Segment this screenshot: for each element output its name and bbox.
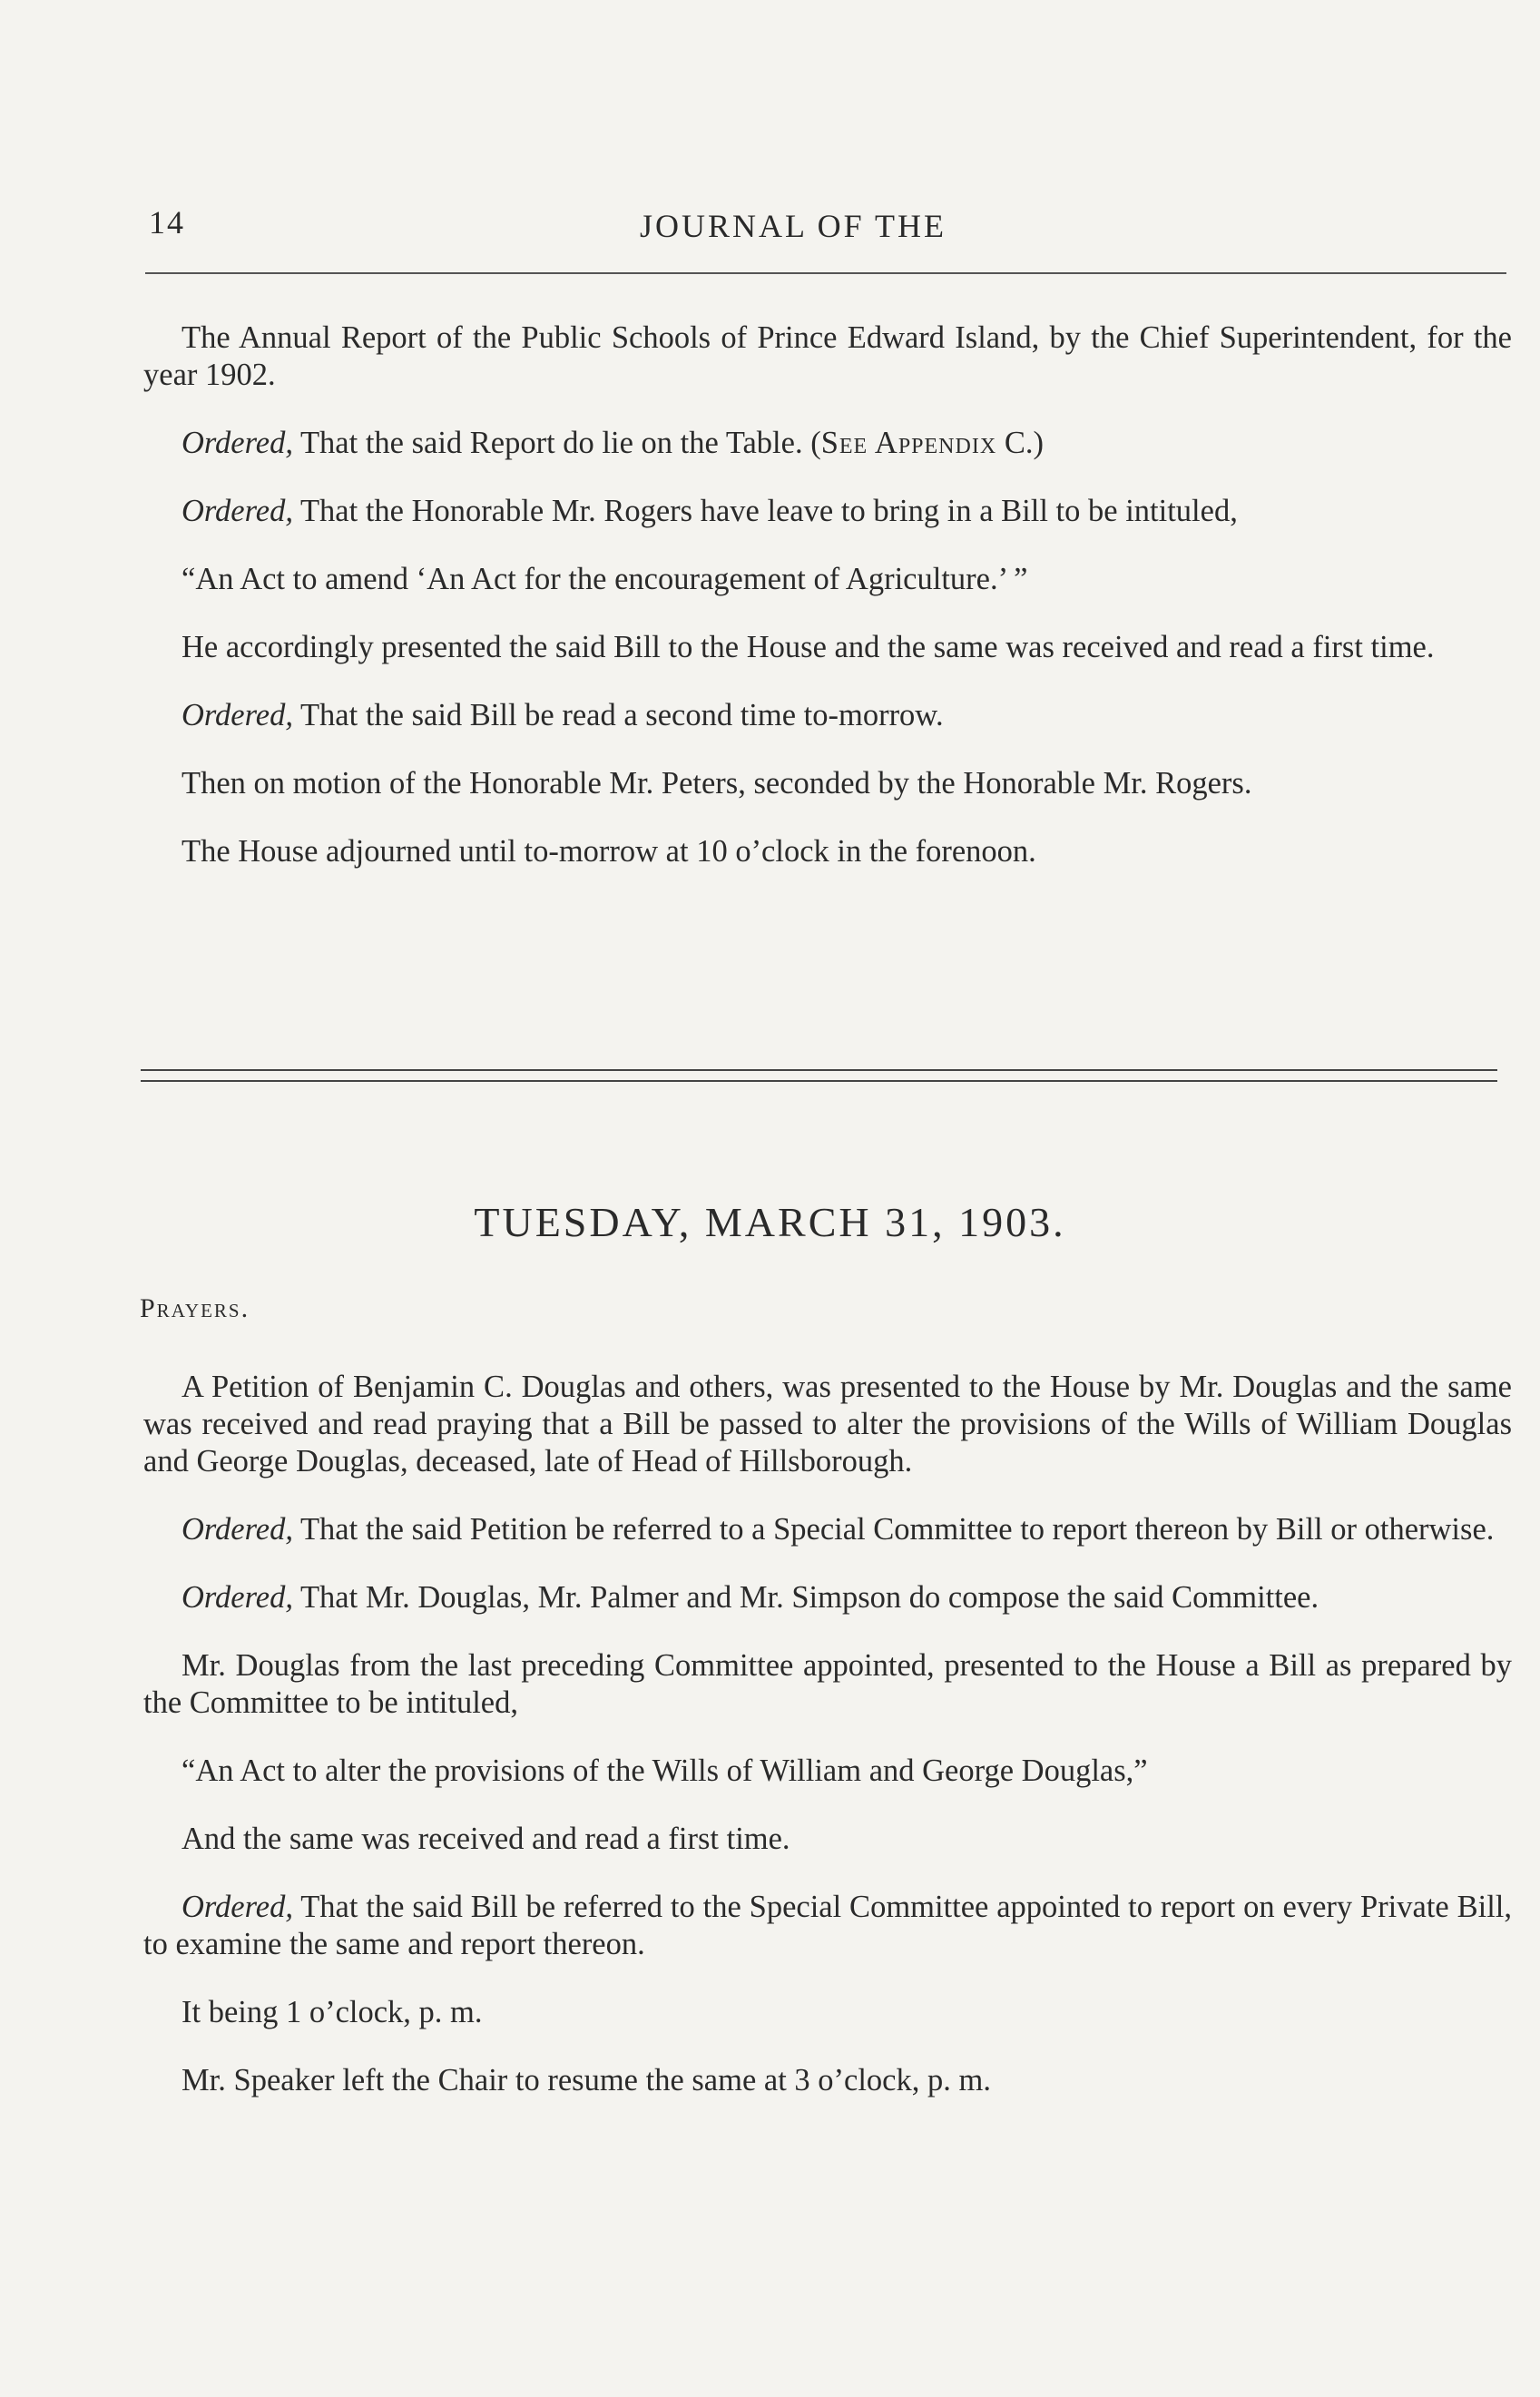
paragraph: The Annual Report of the Public Schools of Prince Edward Island, by the Chief Superintendent, for the year 1902. <box>143 320 1512 392</box>
paragraph: He accordingly presented the said Bill to the House and the same was received and read a first time. <box>181 630 1435 664</box>
bill-title: “An Act to alter the provisions of the Wills of William and George Douglas,” <box>181 1754 1148 1788</box>
paragraph: Ordered, That the said Report do lie on the Table. (See Appendix C.) <box>181 426 1044 460</box>
ordered-label: Ordered, <box>181 698 293 732</box>
paragraph: A Petition of Benjamin C. Douglas and others, was presented to the House by Mr. Douglas and the same was received and read praying that a Bill be passed to alter the provisions of the Wills of William Douglas and George Douglas, deceased, late of Head of Hillsborough. <box>143 1370 1512 1478</box>
ordered-label: Ordered, <box>181 1580 293 1615</box>
ordered-label: Ordered, <box>181 426 293 460</box>
date-heading: TUESDAY, MARCH 31, 1903. <box>474 1199 1066 1245</box>
header-rule <box>145 272 1506 274</box>
paragraph: Ordered, That the Honorable Mr. Rogers have leave to bring in a Bill to be intituled, <box>181 494 1238 528</box>
paragraph: Ordered, That the said Bill be referred to the Special Committee appointed to report on every Private Bill, to examine the same and report thereon. <box>143 1890 1512 1961</box>
prayers-heading: Prayers. <box>140 1293 250 1323</box>
paragraph: Ordered, That Mr. Douglas, Mr. Palmer and Mr. Simpson do compose the said Committee. <box>181 1580 1319 1615</box>
paragraph: Mr. Douglas from the last preceding Committee appointed, presented to the House a Bill as prepared by the Committee to be intituled, <box>143 1648 1512 1720</box>
ordered-label: Ordered, <box>181 1512 293 1547</box>
bill-title: “An Act to amend ‘An Act for the encouragement of Agriculture.’ ” <box>181 562 1028 596</box>
paragraph: And the same was received and read a first time. <box>181 1822 790 1856</box>
section-tuesday <box>143 1369 1512 2099</box>
ordered-label: Ordered, <box>181 494 293 528</box>
paragraph: It being 1 o’clock, p. m. <box>181 1995 483 2029</box>
running-title: JOURNAL OF THE <box>640 208 947 244</box>
paragraph: Ordered, That the said Petition be referred to a Special Committee to report thereon by Bill or otherwise. <box>181 1512 1495 1547</box>
page-header <box>145 203 1506 249</box>
ordered-label: Ordered, <box>181 1890 293 1924</box>
paragraph: The House adjourned until to-morrow at 10 o’clock in the forenoon. <box>181 834 1036 869</box>
paragraph: Ordered, That the said Bill be read a second time to-morrow. <box>181 698 944 732</box>
paragraph: Then on motion of the Honorable Mr. Peters, seconded by the Honorable Mr. Rogers. <box>181 766 1252 801</box>
paragraph: Mr. Speaker left the Chair to resume the same at 3 o’clock, p. m. <box>181 2063 991 2097</box>
section-previous-day <box>143 319 1512 870</box>
section-divider <box>141 1069 1497 1082</box>
page-number: 14 <box>149 204 185 241</box>
appendix-reference: See Appendix <box>820 426 997 460</box>
